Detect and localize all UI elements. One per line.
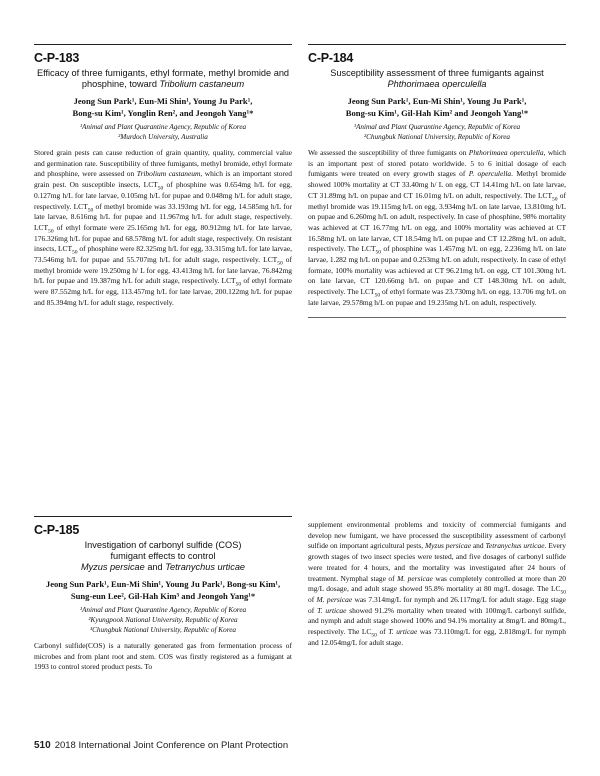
abstract-title: Investigation of carbonyl sulfide (COS) fumigant effects to control Myzus persicae and Tetranychus urticae — [80, 540, 246, 572]
author-list: Jeong Sun Park¹, Eun-Mi Shin¹, Young Ju Park¹, Bong-su Kim¹, Sung-eun Lee², Gil-Hah Kim³ and Jeongoh Yang¹* — [45, 579, 281, 601]
page-footer — [34, 740, 288, 751]
author-list: Jeong Sun Park¹, Eun-Mi Shin¹, Young Ju Park¹, Bong-su Kim¹, Yonglin Ren², and Jeongoh Yang¹* — [72, 96, 254, 118]
abstract-code: C-P-184 — [308, 51, 354, 65]
abstract-body: Carbonyl sulfide(COS) is a naturally generated gas from fermentation process of microbes and from plant root and stem. COS was firstly registered as a fumigant at 1993 to control stored product pests. To — [34, 641, 292, 672]
abstract-c-p-185-continued — [308, 520, 566, 648]
abstract-title: Susceptibility assessment of three fumigants against Phthorimaea operculella — [330, 68, 544, 89]
abstract-code: C-P-185 — [34, 523, 80, 537]
abstract-c-p-185 — [34, 516, 292, 673]
abstract-code: C-P-183 — [34, 51, 80, 65]
section-rule — [308, 44, 566, 45]
conference-name: 2018 International Joint Conference on Plant Protection — [54, 740, 289, 751]
section-end-rule — [308, 317, 566, 318]
abstract-body: We assessed the susceptibility of three fumigants on Phthorimaea operculella, which is an important pest of stored potato worldwide. 5 to 6 initial dosage of each fumigants were treated on every growth stages of P. operculella. Methyl bromide showed 100% mortality at CT 33.40mg h/ L on egg, CT 14.41mg h/L on late larvae, CT 31.89mg h/L on pupae and CT 16.01mg h/L on adult, respectively. The $LCT_{50}$ of methyl bromide was 19.115mg h/L on egg, 3.934mg h/L on late larvae, 13.810mg h/L on pupae and 6.260mg h/L on adult, respectively. In case of phosphine, 98% mortality was achieved at CT 16.77mg h/L on egg, and 100% mortality was achieved at CT 16.58mg h/L on late larvae, CT 18.54mg h/L on pupae and CT 12.28mg h/L on adult, respectively. The $LCT_{50}$ of phosphine was 1.457mg h/L on egg, 2.236mg h/L on late larvae, 1.282 mg h/L on pupae and 0.253mg h/L on adult, respectively. In case of ethyl formate, 100% mortality was achieved at CT 96.21mg h/L on egg, CT 101.30mg h/L on late larvae, CT 120.66mg h/L on pupae and CT 148.30mg h/L on adult, respectively. The $LCT_{50}$ of ethyl formate was 23.730mg h/L on egg, 13.706 mg h/L on late larvae, 29.578mg h/L on pupae and 19.235mg h/L on adult, respectively. — [308, 148, 566, 307]
affiliation-list: ¹Animal and Plant Quarantine Agency, Republic of Korea ²Chungbuk National University, Republic of Korea — [353, 123, 521, 141]
section-rule — [34, 44, 292, 45]
abstract-c-p-183 — [34, 44, 292, 309]
page-number: 510 — [34, 740, 51, 751]
affiliation-list: ¹Animal and Plant Quarantine Agency, Republic of Korea ²Murdoch University, Australia — [79, 123, 247, 141]
abstract-title: Efficacy of three fumigants, ethyl formate, methyl bromide and phosphine, toward Tribolium castaneum — [36, 68, 290, 89]
abstract-body: supplement environmental problems and toxicity of commercial fumigants and develop new fumigant, we have processed the susceptibility assessment of carbonyl sulfide on important agricultural pests, Myzus persicae and Tetranychus urticae. Every growth stages of two insect species were tested, and five dosages of carbonyl sulfide were treated for 4 hours, and the mortality was investigated after 24 hours of treatment. Nymphal stage of M. persicae was completely controlled at more than 20 mg/L dosage, and adult stage showed 95.8% mortality at 80 mg/L dosage. The $LC_{50}$ of M. persicae was 7.314mg/L for nymph and 26.117mg/L for adult stage. Egg stage of T. urticae showed 91.2% mortality when treated with 100mg/L carbonyl sulfide, and nymph and adult stage showed 100% and 94.1% mortality at 8mg/L and 80mg/L, respectively. The $LC_{50}$ of T. urticae was 73.110mg/L for egg, 2.818mg/L for nymph and 12.054mg/L for adult stage. — [308, 520, 567, 647]
abstract-c-p-184 — [308, 44, 566, 318]
section-rule — [34, 516, 292, 517]
abstract-body: Stored grain pests can cause reduction of grain quantity, quality, commercial value and germination rate. Susceptibility of three fumigants, methyl bromide, ethyl formate and phosphine, were assessed on Tribolium castaneum, which is an important stored grain pest. On susceptible insects, $LCT_{50}$ of phosphine was 0.654mg h/L for egg, 0.127mg h/L for late larvae, 0.105mg h/L for pupae and 0.048mg h/L for adult stage, respectively. $LCT_{50}$ of methyl bromide was 33.193mg h/L for egg, 14.585mg h/L for late larvae, 8.616mg h/L for pupae and 11.967mg h/L for adult stage, respectively. $LCT_{50}$ of ethyl formate were 25.165mg h/L for egg, 80.912mg h/L for late larvae, 176.326mg h/L for pupae and 68.578mg h/L for adult stage, respectively. On resistant insects, $LCT_{50}$ of phosphine were 82.325mg h/L for egg, 33.315mg h/L for late larvae, 73.546mg h/L for pupae and 55.707mg h/L for adult stage, respectively. $LCT_{50}$ of methyl bromide were 19.250mg h/ L for egg, 43.413mg h/L for late larvae, 76.842mg h/L for pupae and 19.387mg h/L for adult stage, respectively. $LCT_{50}$ of ethyl formate were 87.552mg h/L for egg, 113.457mg h/L for late larvae, 200.122mg h/L for pupae and 85.394mg h/L for adult stage, respectively. — [34, 148, 292, 307]
affiliation-list: ¹Animal and Plant Quarantine Agency, Republic of Korea ²Kyungpook National University, Republic of Korea ³Chungbuk National University, Republic of Korea — [79, 606, 247, 634]
author-list: Jeong Sun Park¹, Eun-Mi Shin¹, Young Ju Park¹, Bong-su Kim¹, Gil-Hah Kim² and Jeongoh Yang¹* — [345, 96, 529, 118]
